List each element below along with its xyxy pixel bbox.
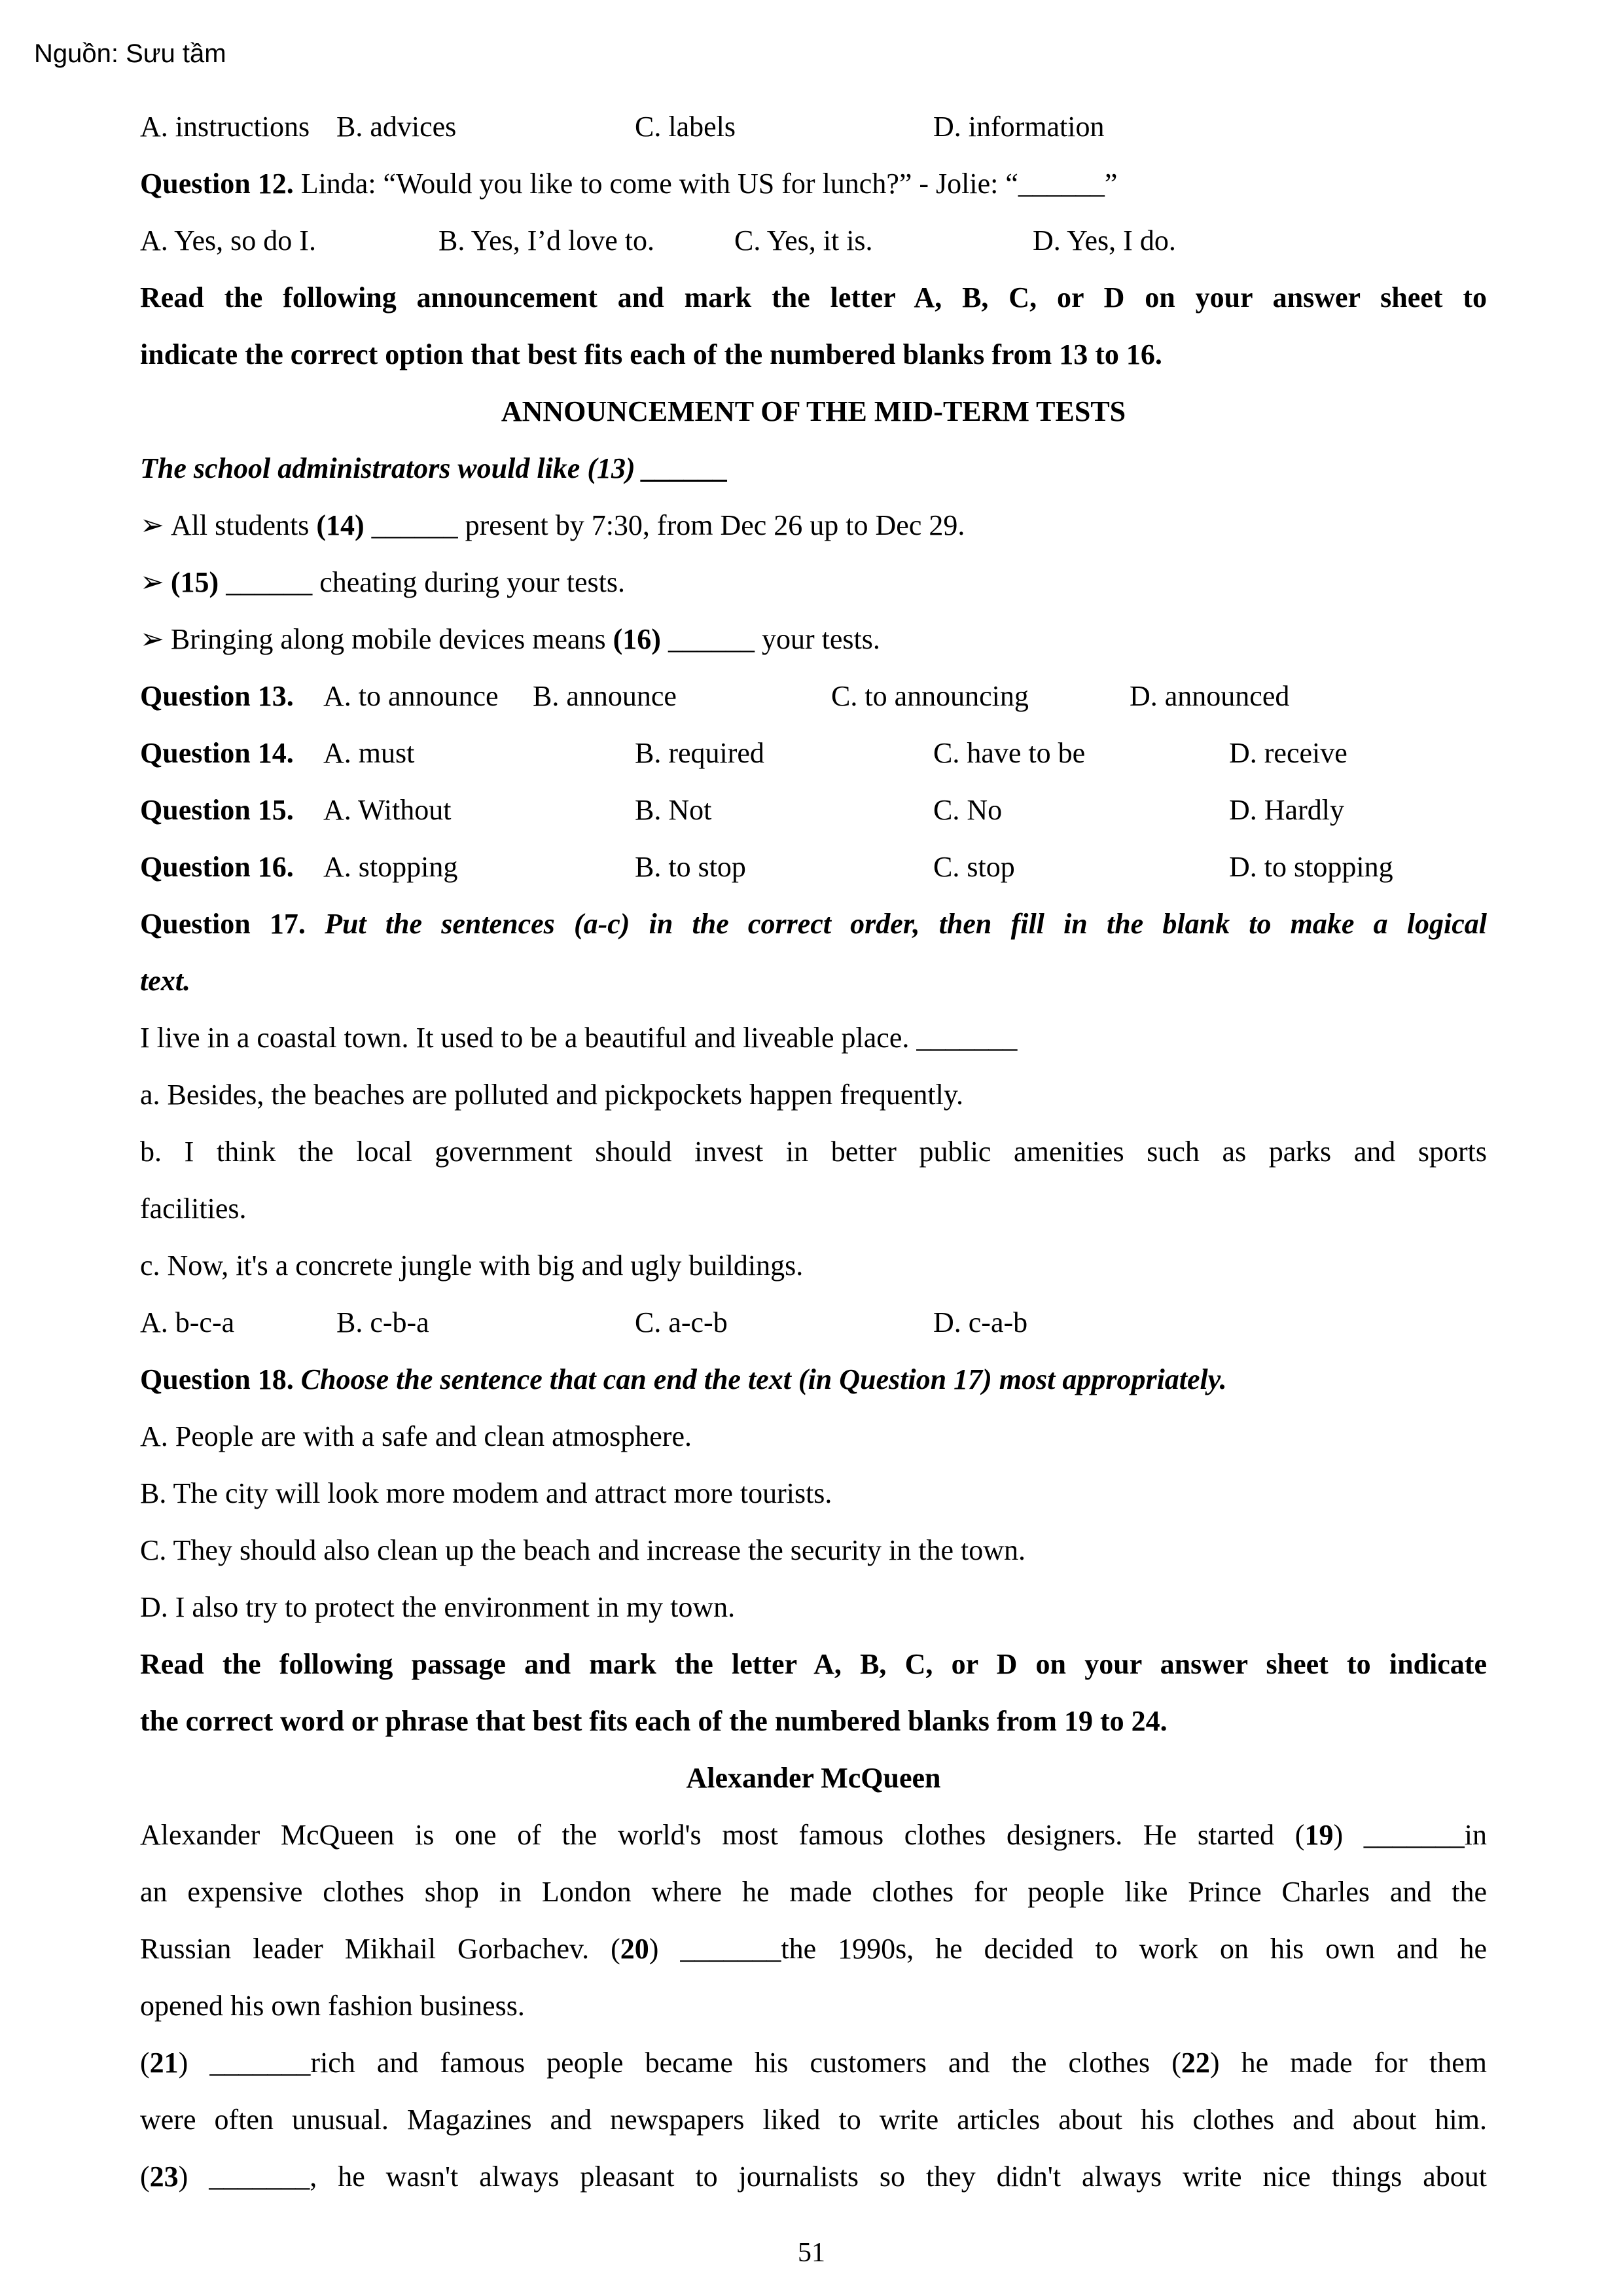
q14-option-c: C. have to be xyxy=(933,737,1086,769)
q17-lead-sentence: I live in a coastal town. It used to be a beautiful and liveable place. _______ xyxy=(140,1022,1018,1054)
q11-option-b: B. advices xyxy=(336,111,457,143)
q12-text: Linda: “Would you like to come with US for lunch?” - Jolie: “______” xyxy=(293,168,1118,200)
instruction-1-line-2: indicate the correct option that best fits each of the numbered blanks from 13 to 16. xyxy=(140,338,1162,370)
passage-line-5: (21) _______rich and famous people became his customers and the clothes (22) he made for them xyxy=(140,2047,1488,2079)
q13-option-c: C. to announcing xyxy=(831,680,1029,712)
arrow-bullet-icon: ➢ xyxy=(140,509,164,541)
passage-line-3: Russian leader Mikhail Gorbachev. (20) _______the 1990s, he decided to work on his own and he xyxy=(140,1933,1487,1965)
q16-option-a: A. stopping xyxy=(323,851,458,883)
q13-option-b: B. announce xyxy=(533,680,677,712)
q12-question xyxy=(140,155,1487,212)
q12-option-b: B. Yes, I’d love to. xyxy=(438,224,655,257)
q13-option-d: D. announced xyxy=(1130,680,1290,712)
q13-row xyxy=(140,668,1487,725)
q16-label: Question 16. xyxy=(140,851,294,883)
q17-option-b: B. c-b-a xyxy=(336,1306,429,1338)
q16-row xyxy=(140,838,1487,895)
instruction-2-line-1: Read the following passage and mark the letter A, B, C, or D on your answer sheet to indicate xyxy=(140,1648,1487,1680)
q11-option-c: C. labels xyxy=(635,111,736,143)
announcement-intro: The school administrators would like (13) ______ xyxy=(140,452,729,484)
q15-option-d: D. Hardly xyxy=(1229,794,1344,826)
announcement-title: ANNOUNCEMENT OF THE MID-TERM TESTS xyxy=(501,395,1126,427)
q13-label: Question 13. xyxy=(140,680,294,712)
q18-option-b: B. The city will look more modem and attract more tourists. xyxy=(140,1477,832,1509)
q17-sentence-b-line-2: facilities. xyxy=(140,1193,247,1225)
announcement-bullet-1: ➢ All students (14) ______ present by 7:30, from Dec 26 up to Dec 29. xyxy=(140,497,1487,554)
passage-line-2: an expensive clothes shop in London where he made clothes for people like Prince Charles and the xyxy=(140,1876,1487,1908)
q14-label: Question 14. xyxy=(140,737,294,769)
q17-sentence-c: c. Now, it's a concrete jungle with big and ugly buildings. xyxy=(140,1249,804,1282)
q18-question: Question 18. Choose the sentence that can end the text (in Question 17) most appropriately. xyxy=(140,1363,1227,1395)
q14-option-b: B. required xyxy=(635,737,764,769)
announcement-bullet-3: ➢ Bringing along mobile devices means (16) ______ your tests. xyxy=(140,611,1487,668)
q18-label: Question 18. xyxy=(140,1363,294,1395)
instruction-1-line-1: Read the following announcement and mark the letter A, B, C, or D on your answer sheet to xyxy=(140,281,1487,314)
q16-option-d: D. to stopping xyxy=(1229,851,1393,883)
announcement-bullet-2: ➢ (15) ______ cheating during your tests. xyxy=(140,554,1487,611)
passage-line-7: (23) _______, he wasn't always pleasant to journalists so they didn't always write nice things about xyxy=(140,2161,1487,2193)
q14-row xyxy=(140,725,1487,781)
q14-option-a: A. must xyxy=(323,737,415,769)
source-label: Nguồn: Sưu tầm xyxy=(34,39,226,68)
q11-option-d: D. information xyxy=(933,111,1105,143)
q15-label: Question 15. xyxy=(140,794,294,826)
instruction-2-line-2: the correct word or phrase that best fits each of the numbered blanks from 19 to 24. xyxy=(140,1705,1168,1737)
q18-option-d: D. I also try to protect the environment in my town. xyxy=(140,1591,736,1623)
q11-option-a: A. instructions xyxy=(140,111,310,143)
q17-instruction-line-1: Question 17. Put the sentences (a-c) in the correct order, then fill in the blank to make a logical xyxy=(140,908,1487,940)
q17-option-c: C. a-c-b xyxy=(635,1306,728,1338)
passage-title: Alexander McQueen xyxy=(686,1762,941,1794)
q15-option-b: B. Not xyxy=(635,794,712,826)
q11-options xyxy=(140,98,1487,155)
q12-label: Question 12. xyxy=(140,168,294,200)
q12-option-a: A. Yes, so do I. xyxy=(140,224,316,257)
q17-label: Question 17. xyxy=(140,908,306,940)
arrow-bullet-icon: ➢ xyxy=(140,623,164,655)
q17-options xyxy=(140,1294,1487,1351)
q12-option-d: D. Yes, I do. xyxy=(1033,224,1176,257)
page-content xyxy=(140,98,1487,2205)
q17-sentence-a: a. Besides, the beaches are polluted and pickpockets happen frequently. xyxy=(140,1079,964,1111)
q18-option-a: A. People are with a safe and clean atmosphere. xyxy=(140,1420,692,1452)
q15-row xyxy=(140,781,1487,838)
q17-sentence-b-line-1: b. I think the local government should invest in better public amenities such as parks and sports xyxy=(140,1136,1487,1168)
arrow-bullet-icon: ➢ xyxy=(140,566,164,598)
q14-option-d: D. receive xyxy=(1229,737,1347,769)
q18-option-c: C. They should also clean up the beach and increase the security in the town. xyxy=(140,1534,1026,1566)
passage-line-1: Alexander McQueen is one of the world's most famous clothes designers. He started (19) _______in xyxy=(140,1819,1487,1851)
passage-line-4: opened his own fashion business. xyxy=(140,1990,525,2022)
q16-option-b: B. to stop xyxy=(635,851,746,883)
q15-option-a: A. Without xyxy=(323,794,452,826)
passage-line-6: were often unusual. Magazines and newspapers liked to write articles about his clothes and about him. xyxy=(140,2104,1487,2136)
q17-option-a: A. b-c-a xyxy=(140,1306,235,1338)
q17-option-d: D. c-a-b xyxy=(933,1306,1028,1338)
q13-option-a: A. to announce xyxy=(323,680,499,712)
q16-option-c: C. stop xyxy=(933,851,1015,883)
q12-options xyxy=(140,212,1487,269)
page-number: 51 xyxy=(798,2238,825,2268)
q17-instruction-line-2: text. xyxy=(140,965,190,997)
q12-option-c: C. Yes, it is. xyxy=(734,224,873,257)
q15-option-c: C. No xyxy=(933,794,1003,826)
